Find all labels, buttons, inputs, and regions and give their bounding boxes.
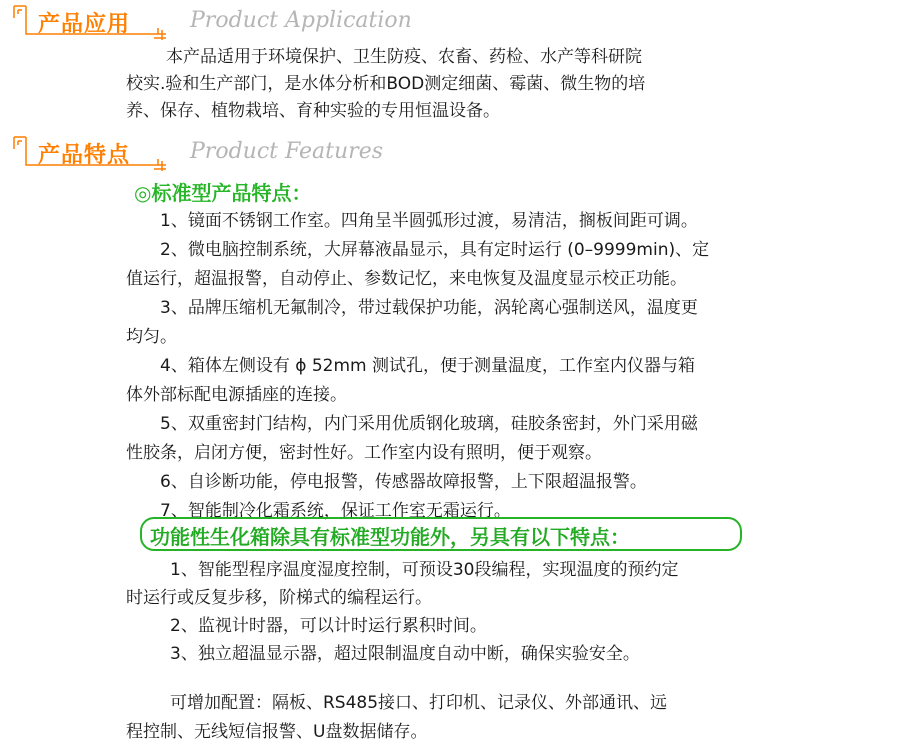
standard-features-heading: ◎标准型产品特点：	[134, 181, 312, 205]
list-item: 4、箱体左侧设有 ϕ 52mm 测试孔，便于测量温度，工作室内仪器与箱	[160, 356, 695, 376]
text-line: 程控制、无线短信报警、U盘数据储存。	[126, 722, 428, 742]
list-item-continuation: 体外部标配电源插座的连接。	[126, 385, 347, 405]
section-title: 产品应用	[38, 12, 131, 37]
biochem-features-heading-box	[140, 517, 742, 551]
list-item-continuation: 时运行或反复步移，阶梯式的编程运行。	[126, 588, 432, 608]
text-line: 本产品适用于环境保护、卫生防疫、农畜、药检、水产等科研院	[166, 47, 642, 67]
title-frame	[8, 133, 170, 173]
list-item: 1、智能型程序温度湿度控制，可预设30段编程，实现温度的预约定	[170, 560, 679, 580]
section-title: 产品特点	[38, 143, 131, 168]
list-item: 3、独立超温显示器，超过限制温度自动中断，确保实验安全。	[170, 644, 640, 664]
list-item: 6、自诊断功能，停电报警，传感器故障报警，上下限超温报警。	[160, 472, 647, 492]
section-header-application	[8, 2, 428, 42]
title-frame	[8, 2, 170, 42]
list-item: 2、微电脑控制系统，大屏幕液晶显示，具有定时运行 (0–9999min)、定	[160, 240, 710, 260]
text-line: 可增加配置：隔板、RS485接口、打印机、记录仪、外部通讯、远	[170, 693, 668, 713]
optional-config-paragraph	[126, 689, 776, 747]
list-item: 3、品牌压缩机无氟制冷，带过载保护功能，涡轮离心强制送风，温度更	[160, 298, 698, 318]
biochem-features-list	[126, 556, 776, 668]
text-line: 校实.验和生产部门，是水体分析和BOD测定细菌、霉菌、微生物的培	[126, 74, 646, 94]
list-item-continuation: 值运行，超温报警，自动停止、参数记忆，来电恢复及温度显示校正功能。	[126, 269, 687, 289]
list-item: 2、监视计时器，可以计时运行累积时间。	[170, 616, 487, 636]
list-item: 1、镜面不锈钢工作室。四角呈半圆弧形过渡，易清洁，搁板间距可调。	[160, 211, 698, 231]
standard-features-list	[126, 207, 776, 526]
section-title-english: Product Features	[190, 139, 384, 164]
application-paragraph	[126, 44, 776, 125]
list-item: 7、智能制冷化霜系统，保证工作室无霜运行。	[160, 501, 511, 521]
section-title-english: Product Application	[190, 8, 412, 33]
text-line: 养、保存、植物栽培、育种实验的专用恒温设备。	[126, 101, 500, 121]
list-item-continuation: 性胶条，启闭方便，密封性好。工作室内设有照明，便于观察。	[126, 443, 602, 463]
section-header-features	[8, 133, 428, 173]
list-item: 5、双重密封门结构，内门采用优质钢化玻璃，硅胶条密封，外门采用磁	[160, 414, 698, 434]
list-item-continuation: 均匀。	[126, 327, 177, 347]
biochem-features-heading: 功能性生化箱除具有标准型功能外，另具有以下特点：	[150, 525, 630, 549]
